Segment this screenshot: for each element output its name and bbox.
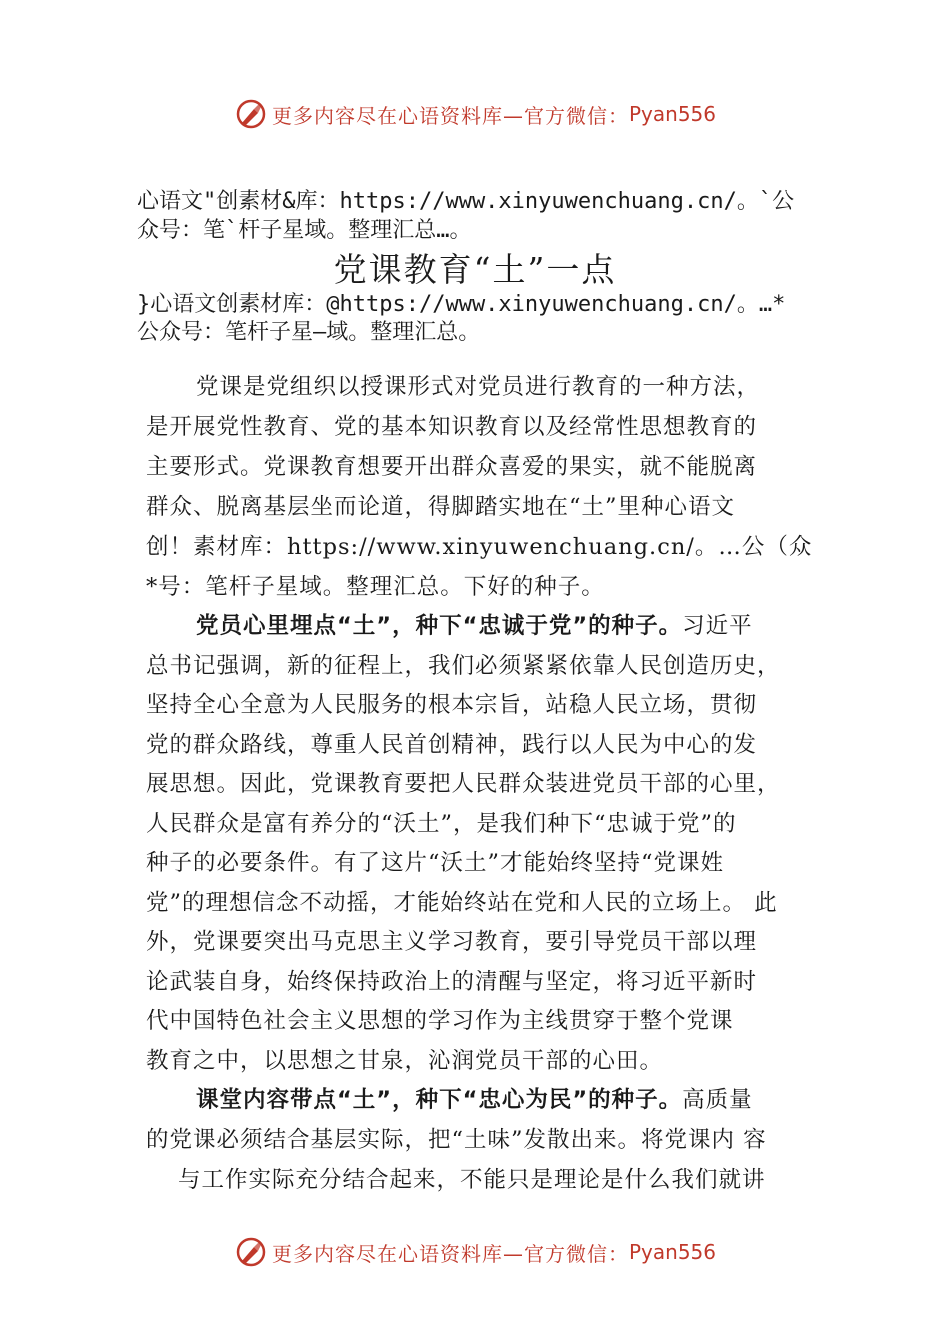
banner-handle: Pyan556 [628, 1240, 716, 1264]
paragraph-line: 种子的必要条件。有了这片“沃土”才能始终坚持“党课姓 [146, 850, 725, 876]
banner-text: 更多内容尽在心语资料库—官方微信： [271, 103, 629, 128]
watermark-banner-bottom [0, 1232, 950, 1272]
paragraph-line: 展思想。因此，党课教育要把人民群众装进党员干部的心里， [146, 771, 781, 797]
source-line: 公众号：笔杆子星—域。整理汇总。 [137, 320, 481, 345]
pen-nib-logo-icon [234, 1235, 268, 1269]
section-1-first-rest: 习近平 [682, 613, 753, 639]
paragraph-line: 党”的理想信念不动摇，才能始终站在党和人民的立场上。 此 [146, 890, 778, 916]
paragraph-line: 群众、脱离基层坐而论道，得脚踏实地在“土”里种心语文 [146, 494, 736, 520]
paragraph-line: 的党课必须结合基层实际，把“土味”发散出来。将党课内 容 [146, 1127, 767, 1153]
section-1-heading: 党员心里埋点“土”，种下“忠诚于党”的种子。 [196, 613, 683, 639]
paragraph-line: 论武装自身，始终保持政治上的清醒与坚定，将习近平新时 [146, 969, 758, 995]
header-line: 心语文"创素材&库：https://www.xinyuwenchuang.cn/。`公 [137, 189, 795, 214]
banner-handle: Pyan556 [628, 102, 716, 126]
paragraph-line: 创！素材库：https://www.xinyuwenchuang.cn/。…公（众 [146, 534, 813, 560]
section-2-heading: 课堂内容带点“土”，种下“忠心为民”的种子。 [196, 1087, 683, 1113]
paragraph-line: 外，党课要突出马克思主义学习教育，要引导党员干部以理 [146, 929, 758, 955]
paragraph-line: 主要形式。党课教育想要开出群众喜爱的果实，就不能脱离 [146, 454, 758, 480]
paragraph-line: 总书记强调，新的征程上，我们必须紧紧依靠人民创造历史， [146, 653, 781, 679]
header-line: 众号：笔`杆子星域。整理汇总…。 [137, 218, 472, 243]
section-2-first-line [196, 1085, 876, 1115]
watermark-banner-top [0, 94, 950, 134]
paragraph-line: *号：笔杆子星域。整理汇总。下好的种子。 [146, 574, 605, 600]
paragraph-line: 教育之中，以思想之甘泉，沁润党员干部的心田。 [146, 1048, 664, 1074]
section-2-first-rest: 高质量 [682, 1087, 753, 1113]
paragraph-line: 坚持全心全意为人民服务的根本宗旨，站稳人民立场，贯彻 [146, 692, 758, 718]
paragraph-line: 党课是党组织以授课形式对党员进行教育的一种方法， [196, 374, 761, 400]
paragraph-line: 党的群众路线，尊重人民首创精神，践行以人民为中心的发 [146, 732, 758, 758]
paragraph-line: 代中国特色社会主义思想的学习作为主线贯穿于整个党课 [146, 1008, 734, 1034]
paragraph-line: 人民群众是富有养分的“沃土”，是我们种下“忠诚于党”的 [146, 811, 737, 837]
banner-text: 更多内容尽在心语资料库—官方微信： [271, 1241, 629, 1266]
paragraph-line: 是开展党性教育、党的基本知识教育以及经常性思想教育的 [146, 414, 758, 440]
source-line: }心语文创素材库：@https://www.xinyuwenchuang.cn/。…* [137, 292, 786, 317]
document-title: 党课教育“土”一点 [333, 250, 617, 289]
pen-nib-logo-icon [234, 97, 268, 131]
paragraph-line: 与工作实际充分结合起来，不能只是理论是什么我们就讲 [178, 1167, 766, 1193]
section-1-first-line [196, 611, 876, 641]
